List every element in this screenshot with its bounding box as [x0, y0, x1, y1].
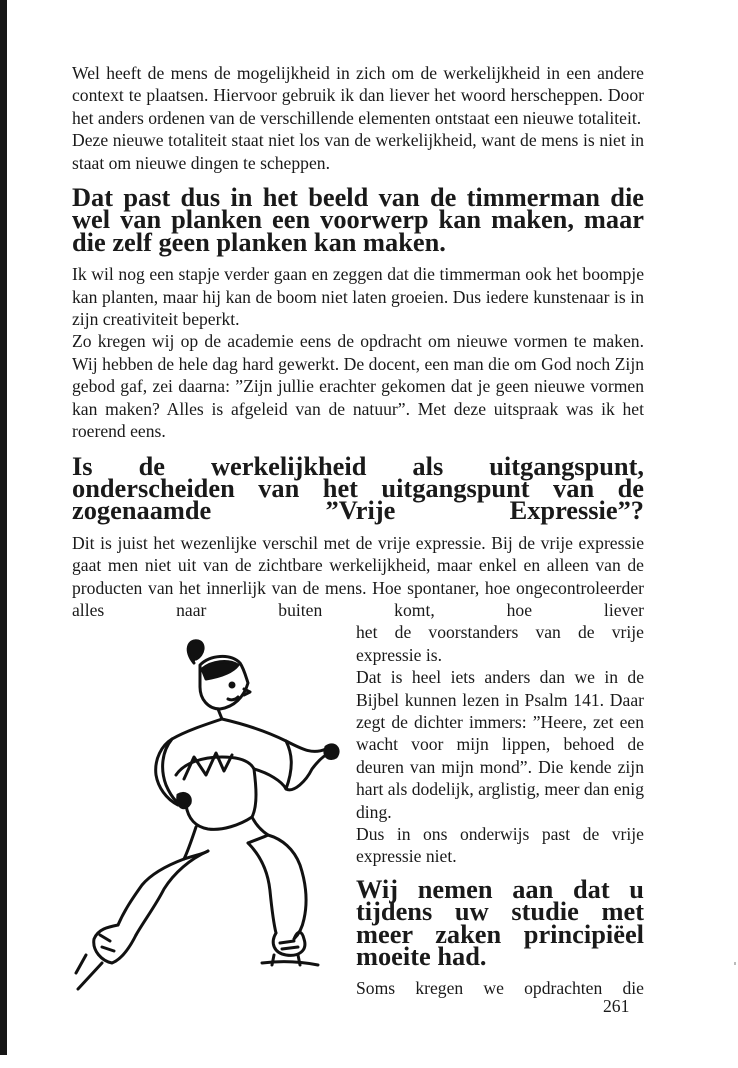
paragraph-psalm-141: Dat is heel iets anders dan we in de Bijbel kunnen lezen in Psalm 141. Daar zegt de dichter immers: ”Heere, zet een wacht voor mijn lippen, behoed de deuren van mijn mond”. Die kende zijn hart als dodelijk, arglistig, meer dan enig ding. — [356, 667, 644, 822]
paragraph-boompje: Ik wil nog een stapje verder gaan en zeggen dat die timmerman ook het boompje kan planten, maar hij kan de boom niet laten groeien. Dus iedere kunstenaar is in zijn creativiteit beperkt. — [72, 264, 644, 330]
illustration-with-text — [72, 621, 644, 997]
text-column-beside-illustration — [356, 621, 644, 1000]
heading-studie: Wij nemen aan dat u tijdens uw studie met meer zaken principiëel moeite had. — [356, 873, 644, 972]
paragraph-voorstanders: het de voorstanders van de vrije expressie is. — [356, 622, 644, 665]
page-number: 261 — [603, 996, 630, 1016]
heading-vrije-expressie: Is de werkelijkheid als uitgangspunt, onderscheiden van het uitgangspunt van de zogenaamde ”Vrije Expressie”? — [72, 450, 644, 526]
page-body — [72, 62, 644, 997]
scan-speck — [734, 962, 736, 965]
paragraph-onderwijs: Dus in ons onderwijs past de vrije expressie niet. — [356, 824, 644, 867]
paragraph-opdrachten: Soms kregen we opdrachten die — [356, 978, 644, 999]
scan-edge-rule — [0, 0, 7, 1055]
heading-timmerman: Dat past dus in het beeld van de timmerman die wel van planken een voorwerp kan maken, maar die zelf geen planken kan maken. — [72, 182, 644, 257]
paragraph-academie: Zo kregen wij op de academie eens de opdracht om nieuwe vormen te maken. Wij hebben de hele dag hard gewerkt. De docent, een man die om God noch Zijn gebod gaf, zei daarna: ”Zijn jullie erachter gekomen dat je geen nieuwe vormen kan maken? Alles is afgeleid van de natuur”. Met deze uitspraak was ik het roerend eens. — [72, 331, 644, 442]
paragraph-vrije-expressie: Dit is juist het wezenlijke verschil met de vrije expressie. Bij de vrije expressie gaat men niet uit van de zichtbare werkelijkheid, maar enkel en alleen van de producten van het innerlijk van de mens. Hoe spontaner, hoe ongecontroleerder alles naar buiten komt, hoe liever — [72, 532, 644, 620]
ice-skater-illustration — [72, 629, 342, 995]
paragraph-herscheppen: Wel heeft de mens de mogelijkheid in zich om de werkelijkheid in een andere context te plaatsen. Hiervoor gebruik ik dan liever het woord herscheppen. Door het anders ordenen van de verschillende elementen ontstaat een nieuwe totaliteit. — [72, 63, 644, 128]
paragraph-nieuwe-totaliteit: Deze nieuwe totaliteit staat niet los van de werkelijkheid, want de mens is niet in staat om nieuwe dingen te scheppen. — [72, 130, 644, 173]
